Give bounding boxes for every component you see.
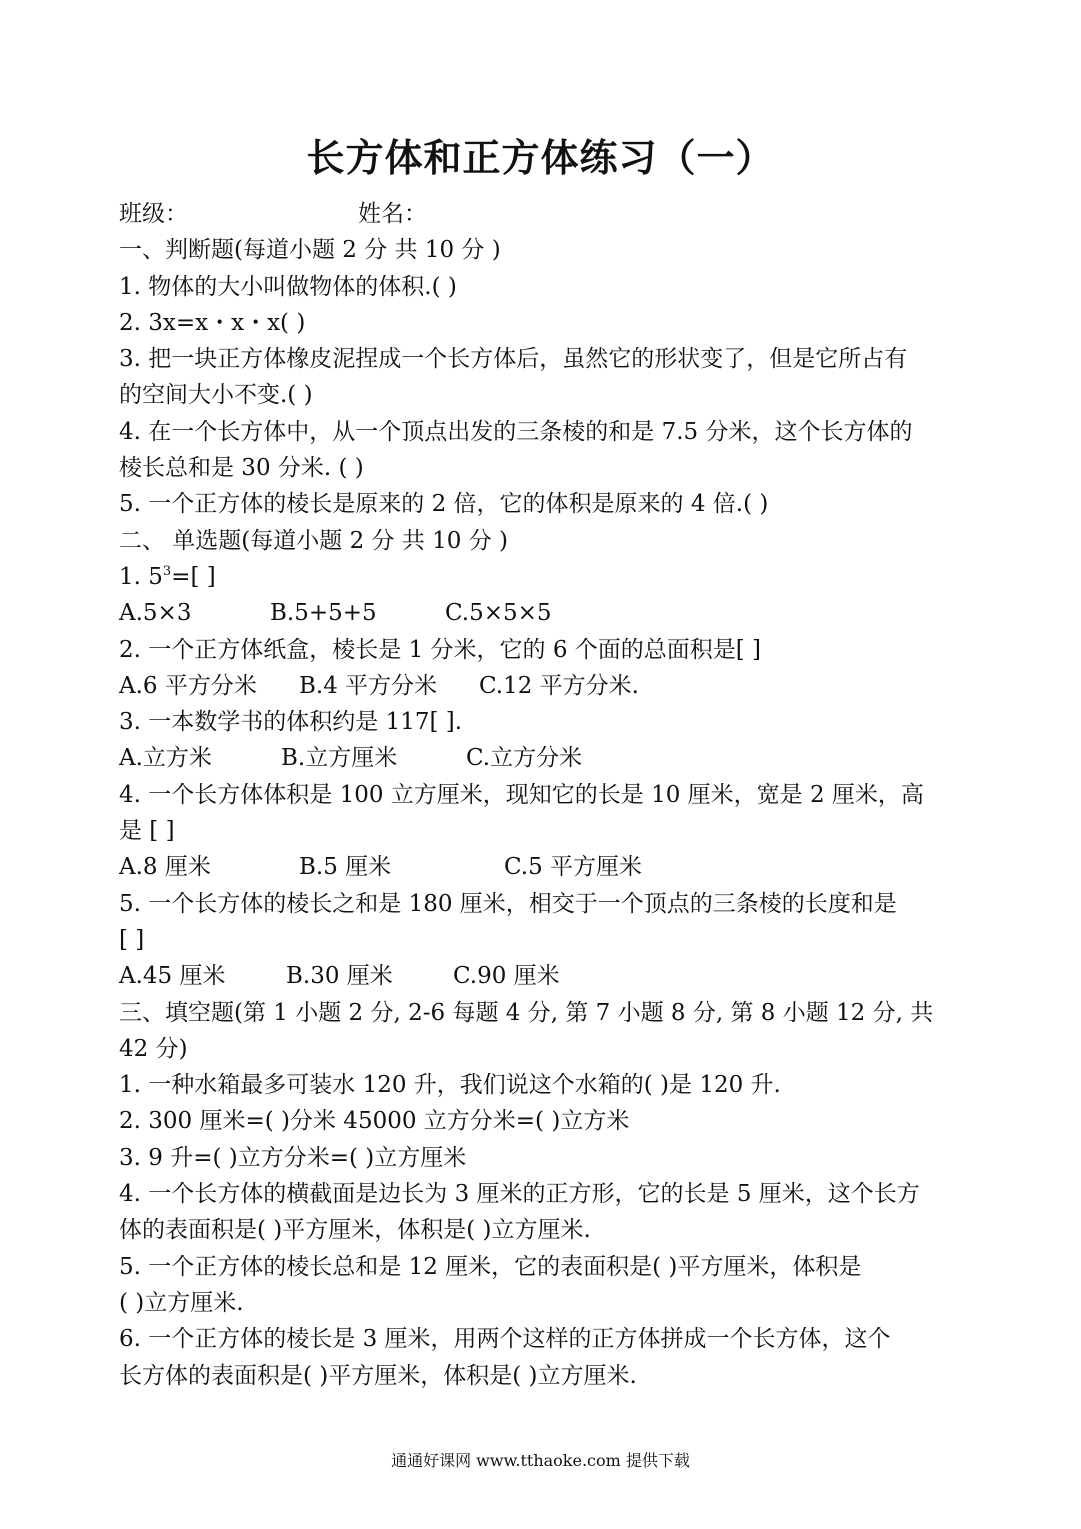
option-b: B.5 厘米 bbox=[299, 854, 392, 881]
section-heading: 三、填空题(第 1 小题 2 分, 2-6 每题 4 分, 第 7 小题 8 分, 第 8 小题 12 分, 共 bbox=[119, 999, 934, 1026]
option-b: B.立方厘米 bbox=[281, 745, 398, 772]
section-heading: 一、判断题(每道小题 2 分 共 10 分 ) bbox=[119, 237, 501, 264]
page-footer: 通通好课网 www.tthaoke.com 提供下载 bbox=[391, 1451, 690, 1470]
question: 3. 一本数学书的体积约是 117[ ]. bbox=[119, 709, 463, 736]
question: 4. 在一个长方体中，从一个顶点出发的三条棱的和是 7.5 分米，这个长方体的 bbox=[119, 418, 913, 445]
option-a: A.6 平方分米 bbox=[119, 672, 257, 699]
question: 3. 9 升=( )立方分米=( )立方厘米 bbox=[119, 1144, 467, 1171]
student-info-row bbox=[119, 196, 967, 232]
question: 6. 一个正方体的棱长是 3 厘米，用两个这样的正方体拼成一个长方体，这个 bbox=[119, 1326, 891, 1353]
option-b: B.5+5+5 bbox=[270, 600, 377, 627]
question-text: 1. 5 bbox=[119, 563, 163, 590]
question-continued: ( )立方厘米. bbox=[119, 1289, 244, 1316]
question: 2. 3x=x・x・x( ) bbox=[119, 309, 306, 336]
class-label: 班级： bbox=[119, 201, 188, 227]
question-continued: [ ] bbox=[119, 926, 145, 953]
worksheet-body bbox=[119, 196, 967, 1394]
question: 2. 300 厘米=( )分米 45000 立方分米=( )立方米 bbox=[119, 1108, 630, 1135]
question-continued: 体的表面积是( )平方厘米，体积是( )立方厘米. bbox=[119, 1217, 591, 1244]
page-title: 长方体和正方体练习（一） bbox=[306, 135, 775, 180]
section-heading-continued: 42 分) bbox=[119, 1035, 188, 1062]
option-b: B.4 平方分米 bbox=[299, 672, 438, 699]
question-continued: 是 [ ] bbox=[119, 818, 175, 845]
name-label: 姓名： bbox=[358, 201, 427, 227]
question: 5. 一个长方体的棱长之和是 180 厘米，相交于一个顶点的三条棱的长度和是 bbox=[119, 890, 897, 917]
question: 4. 一个长方体体积是 100 立方厘米，现知它的长是 10 厘米，宽是 2 厘米，高 bbox=[119, 781, 924, 808]
options-row bbox=[119, 595, 967, 631]
option-a: A.45 厘米 bbox=[119, 963, 226, 990]
question-continued: 的空间大小不变.( ) bbox=[119, 382, 313, 409]
question-continued: 棱长总和是 30 分米. ( ) bbox=[119, 455, 364, 482]
question: 4. 一个长方体的横截面是边长为 3 厘米的正方形，它的长是 5 厘米，这个长方 bbox=[119, 1181, 920, 1208]
option-a: A.立方米 bbox=[119, 745, 212, 772]
section-heading: 二、 单选题(每道小题 2 分 共 10 分 ) bbox=[119, 527, 509, 554]
option-c: C.5 平方厘米 bbox=[504, 854, 643, 881]
option-c: C.5×5×5 bbox=[445, 600, 552, 627]
options-row bbox=[119, 958, 967, 994]
exponent: 3 bbox=[162, 563, 172, 579]
question: 5. 一个正方体的棱长总和是 12 厘米，它的表面积是( )平方厘米，体积是 bbox=[119, 1253, 862, 1280]
option-c: C.90 厘米 bbox=[453, 963, 560, 990]
question: 1. 物体的大小叫做物体的体积.( ) bbox=[119, 273, 457, 300]
options-row bbox=[119, 740, 967, 776]
question-continued: 长方体的表面积是( )平方厘米，体积是( )立方厘米. bbox=[119, 1362, 637, 1389]
question: 5. 一个正方体的棱长是原来的 2 倍，它的体积是原来的 4 倍.( ) bbox=[119, 491, 769, 518]
question: 3. 把一块正方体橡皮泥捏成一个长方体后，虽然它的形状变了，但是它所占有 bbox=[119, 346, 908, 373]
question-text: =[ ] bbox=[171, 563, 216, 590]
options-row bbox=[119, 668, 967, 704]
option-c: C.12 平方分米. bbox=[479, 672, 639, 699]
option-a: A.8 厘米 bbox=[119, 854, 211, 881]
question: 1. 一种水箱最多可装水 120 升，我们说这个水箱的( )是 120 升. bbox=[119, 1072, 781, 1099]
question bbox=[119, 559, 967, 595]
option-c: C.立方分米 bbox=[466, 745, 583, 772]
options-row bbox=[119, 849, 967, 885]
option-b: B.30 厘米 bbox=[286, 963, 393, 990]
question: 2. 一个正方体纸盒，棱长是 1 分米，它的 6 个面的总面积是[ ] bbox=[119, 636, 762, 663]
option-a: A.5×3 bbox=[119, 600, 192, 627]
